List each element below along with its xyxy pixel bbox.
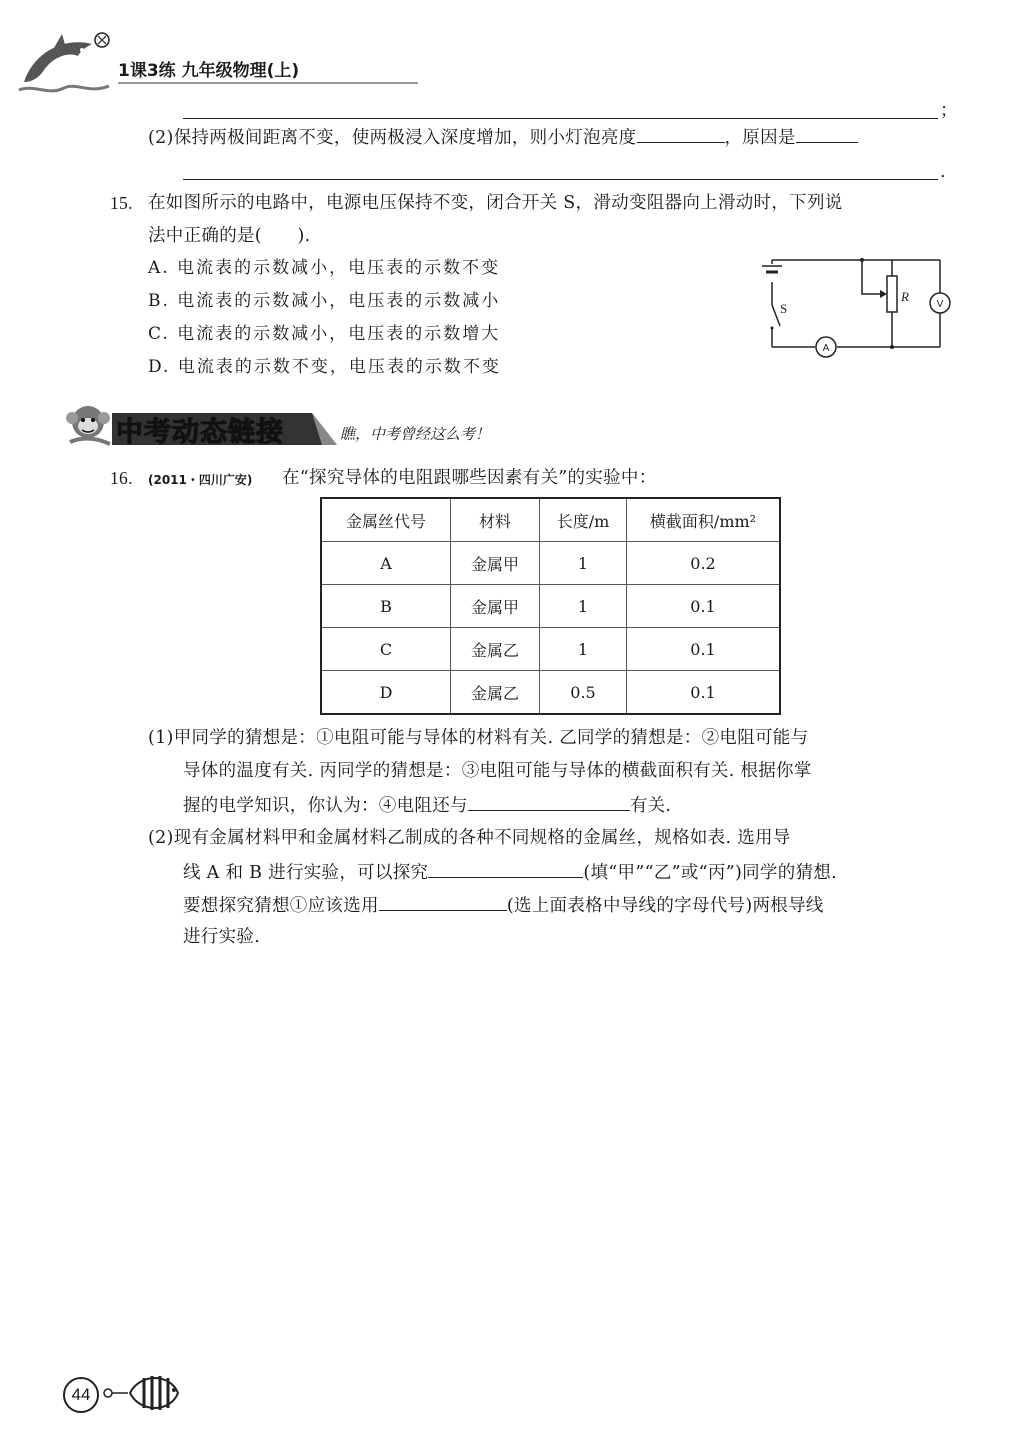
answer-blank[interactable] [468,792,630,811]
question-stem: 在如图所示的电路中，电源电压保持不变，闭合开关 S，滑动变阻器向上滑动时，下列说 [148,193,843,213]
table-header-row [321,498,780,542]
header-title: 1课3练 九年级物理(上) [118,61,300,81]
choice-d[interactable]: D. 电流表的示数不变，电压表的示数不变 [148,357,501,377]
arrow-icon [880,290,887,298]
q14-part2-text-a: (2)保持两极间距离不变，使两极浸入深度增加，则小灯泡亮度 [148,128,637,148]
table-cell: 0.5 [540,671,627,715]
table-cell: 金属乙 [451,671,540,715]
monkey-mascot-icon [60,398,120,450]
text-fragment: 握的电学知识，你认为：④电阻还与 [183,796,468,816]
table-header: 长度/m [540,498,627,542]
section-subtitle: 瞧，中考曾经这么考！ [340,425,491,443]
text-fragment: (填“甲”“乙”或“丙”)同学的猜想. [583,863,837,883]
paragraph-line [183,892,824,918]
table-cell: 0.1 [627,585,781,628]
header-divider [118,82,418,84]
table-row [321,542,780,585]
table-cell: 0.2 [627,542,781,585]
text-fragment: 有关. [629,796,672,816]
table-cell: 1 [540,585,627,628]
table-cell: 金属乙 [451,628,540,671]
wire [862,260,883,294]
answer-blank-line[interactable] [183,179,938,180]
table-cell: 金属甲 [451,585,540,628]
paragraph-line: 进行实验. [183,927,261,947]
q14-part2 [148,124,858,150]
table-row [321,585,780,628]
paragraph-line: 导体的温度有关. 丙同学的猜想是：③电阻可能与导体的横截面积有关. 根据你掌 [183,761,812,781]
table-cell: C [321,628,451,671]
table-cell: 金属甲 [451,542,540,585]
q14-part2-text-b: ，原因是 [724,128,796,148]
question-number: 16. [110,468,133,488]
choice-a[interactable]: A. 电流表的示数减小，电压表的示数不变 [148,258,501,278]
resistor-label: R [901,289,909,304]
punctuation: ； [940,101,958,121]
paragraph-line [183,859,837,885]
fish-decoration-icon [100,1368,185,1418]
table-header: 横截面积/mm² [627,498,781,542]
punctuation: . [940,162,946,182]
question-stem: 法中正确的是( ). [148,226,311,246]
text-fragment: 线 A 和 B 进行实验，可以探究 [183,863,429,883]
table-row [321,628,780,671]
rheostat-icon [887,276,897,312]
page-number: 44 [63,1377,99,1413]
table-cell: D [321,671,451,715]
question-source: (2011・四川广安) [148,473,253,487]
table-cell: B [321,585,451,628]
circuit-diagram [760,250,960,360]
table-header: 金属丝代号 [321,498,451,542]
choice-b[interactable]: B. 电流表的示数减小，电压表的示数减小 [148,291,501,311]
table-cell: 0.1 [627,671,781,715]
question-number: 15. [110,193,133,213]
answer-blank[interactable] [796,124,858,143]
question-stem: 在“探究导体的电阻跟哪些因素有关”的实验中： [282,468,657,488]
table-row [321,671,780,715]
paragraph-line: (2)现有金属材料甲和金属材料乙制成的各种不同规格的金属丝，规格如表. 选用导 [148,828,791,848]
table-cell: 1 [540,542,627,585]
section-title: 中考动态链接 [116,417,284,448]
answer-blank[interactable] [637,124,725,143]
choice-c[interactable]: C. 电流表的示数减小，电压表的示数增大 [148,324,501,344]
battery-icon [762,266,782,272]
paragraph-line: (1)甲同学的猜想是：①电阻可能与导体的材料有关. 乙同学的猜想是：②电阻可能与 [148,728,809,748]
switch-label: S [780,301,788,316]
switch-icon [771,305,781,330]
table-cell: 1 [540,628,627,671]
data-table [320,497,781,715]
voltmeter-label: V [936,299,944,310]
answer-blank-line[interactable] [183,118,938,119]
table-cell: 0.1 [627,628,781,671]
answer-blank[interactable] [428,859,583,878]
table-cell: A [321,542,451,585]
answer-blank[interactable] [379,892,507,911]
dolphin-logo-icon [14,22,119,102]
ammeter-label: A [822,343,830,354]
text-fragment: 要想探究猜想①应该选用 [183,896,379,916]
text-fragment: (选上面表格中导线的字母代号)两根导线 [506,896,824,916]
table-header: 材料 [451,498,540,542]
paragraph-line [183,792,671,818]
